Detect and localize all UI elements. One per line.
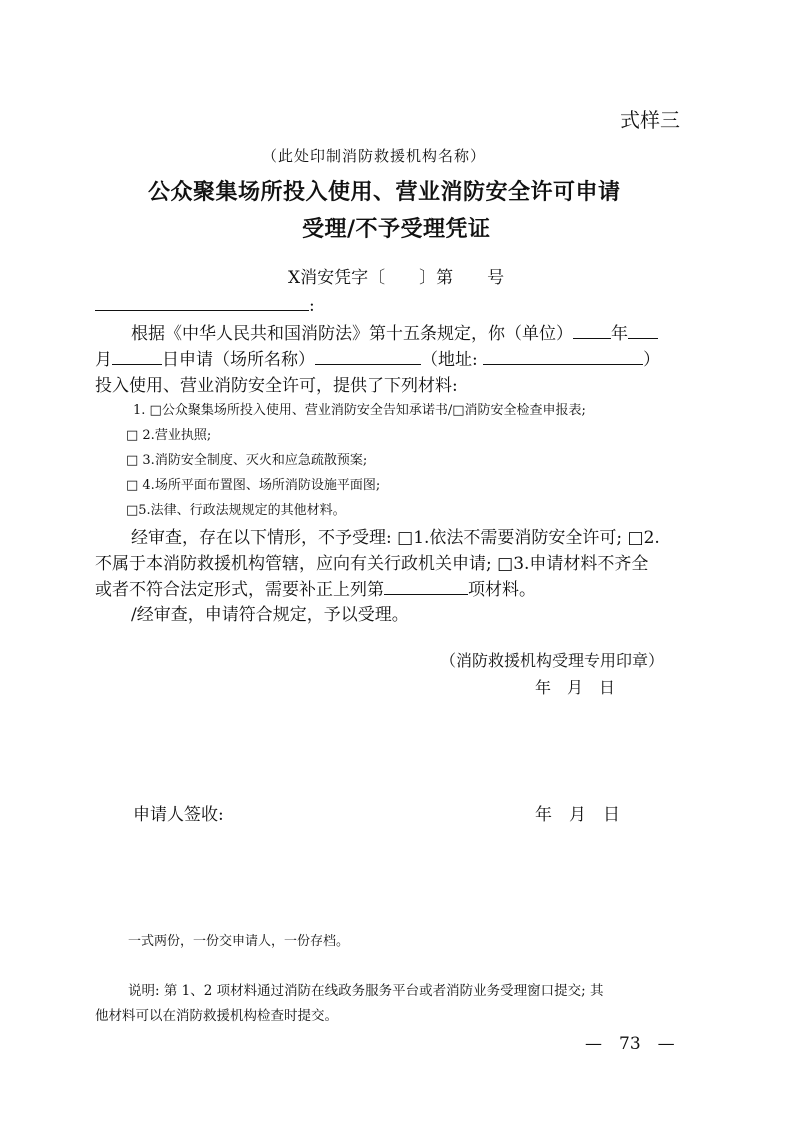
document-title-line1: 公众聚集场所投入使用、营业消防安全许可申请	[148, 180, 621, 205]
acceptance-line: /经审查，申请符合规定，予以受理。	[131, 605, 409, 625]
seal-date: 年 月 日	[535, 678, 616, 697]
explanation-line2: 他材料可以在消防救援机构检查时提交。	[95, 1008, 338, 1024]
copies-note: 一式两份，一份交申请人，一份存档。	[128, 934, 350, 949]
page-number: — 73 —	[585, 1034, 675, 1054]
body-para1-line2: 月 日申请（场所名称） （地址: ）	[95, 345, 660, 370]
material-item-3: □ 3.消防安全制度、灭火和应急疏散预案;	[126, 453, 368, 468]
day-blank	[112, 346, 162, 365]
document-title-line2: 受理/不予受理凭证	[302, 217, 491, 242]
refusal-line3: 或者不符合法定形式，需要补正上列第 项材料。	[95, 575, 536, 600]
sample-label: 式样三	[620, 108, 680, 132]
material-item-1: 1. □公众聚集场所投入使用、营业消防安全告知承诺书/□消防安全检查申报表;	[133, 403, 586, 418]
applicant-signature-label: 申请人签收:	[133, 805, 224, 825]
address-blank	[483, 346, 643, 365]
refusal-line1: 经审查，存在以下情形，不予受理: □1.依法不需要消防安全许可; □2.	[131, 528, 660, 548]
material-item-2: □ 2.营业执照;	[126, 428, 212, 443]
material-item-4: □ 4.场所平面布置图、场所消防设施平面图;	[126, 478, 381, 493]
venue-name-blank	[315, 346, 421, 365]
seal-label: （消防救援机构受理专用印章）	[440, 651, 665, 670]
material-item-5: □5.法律、行政法规规定的其他材料。	[126, 503, 346, 518]
body-para1-line1: 根据《中华人民共和国消防法》第十五条规定，你（单位） 年	[131, 319, 658, 344]
applicant-signature-date: 年 月 日	[535, 805, 620, 825]
org-name-placeholder: （此处印制消防救援机构名称）	[262, 147, 487, 165]
document-number: X消安凭字〔 〕第 号	[288, 268, 505, 288]
addressee-line: :	[95, 292, 315, 316]
explanation-line1: 说明: 第 1、2 项材料通过消防在线政务服务平台或者消防业务受理窗口提交; 其	[128, 983, 604, 999]
refusal-line2: 不属于本消防救援机构管辖，应向有关行政机关申请; □3.申请材料不齐全	[95, 554, 649, 574]
body-para1-line3: 投入使用、营业消防安全许可，提供了下列材料:	[95, 376, 458, 396]
year-blank	[573, 320, 611, 339]
material-number-blank	[384, 576, 468, 595]
addressee-blank	[95, 292, 309, 311]
month-blank-1	[628, 320, 658, 339]
